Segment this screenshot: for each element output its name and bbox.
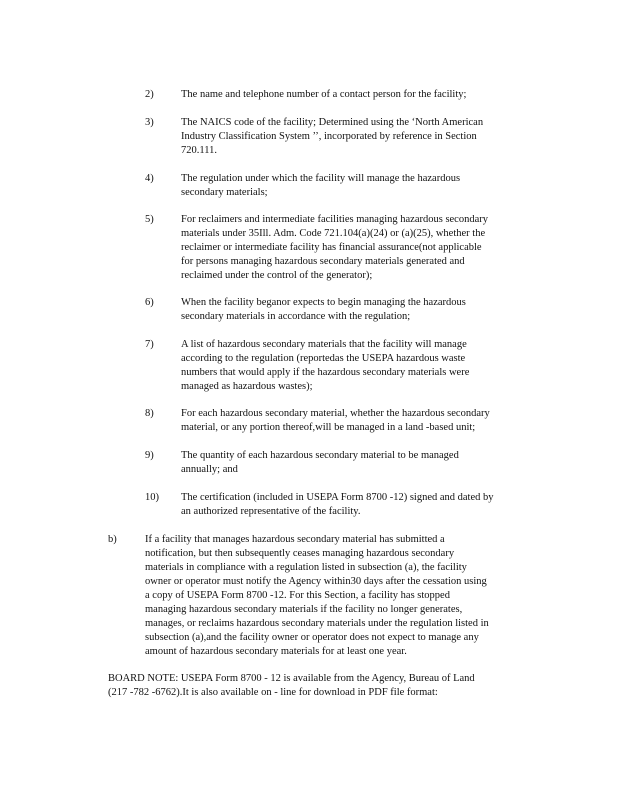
item-number: 5) — [145, 214, 154, 225]
item-number: 10) — [145, 492, 159, 503]
section-b-label: b) — [108, 534, 117, 545]
item-number: 7) — [145, 339, 154, 350]
item-text: The NAICS code of the facility; Determined using the ‘North American Industry Classification System ’’, incorporated by reference in Section 720.111. — [181, 117, 484, 156]
item-text: When the facility beganor expects to begin managing the hazardous secondary materials in accordance with the regulation; — [181, 297, 466, 322]
board-note-text: BOARD NOTE: USEPA Form 8700 - 12 is available from the Agency, Bureau of Land (217 -782 -6762).It is also available on - line for download in PDF file format: — [108, 673, 475, 698]
item-text: For reclaimers and intermediate facilities managing hazardous secondary materials under 35Ill. Adm. Code 721.104(a)(24) or (a)(25), whether the reclaimer or intermediate facility has financial assurance(not applicable for persons managing hazardous secondary materials generated and reclaimed under the control of the generator); — [181, 214, 489, 281]
item-text: The name and telephone number of a contact person for the facility; — [181, 89, 467, 100]
item-number: 9) — [145, 450, 154, 461]
item-text: For each hazardous secondary material, whether the hazardous secondary material, or any portion thereof,will be managed in a land -based unit; — [181, 408, 490, 433]
item-text: The regulation under which the facility will manage the hazardous secondary materials; — [181, 173, 461, 198]
item-number: 4) — [145, 173, 154, 184]
item-number: 6) — [145, 297, 154, 308]
item-text: A list of hazardous secondary materials that the facility will manage according to the regulation (reportedas the USEPA hazardous waste numbers that would apply if the hazardous secondary materials were managed as hazardous wastes); — [181, 339, 470, 392]
item-text: The certification (included in USEPA Form 8700 -12) signed and dated by an authorized representative of the facility. — [181, 492, 494, 517]
item-text: The quantity of each hazardous secondary material to be managed annually; and — [181, 450, 459, 475]
item-number: 3) — [145, 117, 154, 128]
item-number: 2) — [145, 89, 154, 100]
item-number: 8) — [145, 408, 154, 419]
section-b-text: If a facility that manages hazardous secondary material has submitted a notification, but then subsequently ceases managing hazardous secondary materials in compliance with a regulation listed in subsection (a), the facility owner or operator must notify the Agency within30 days after the cessation using a copy of USEPA Form 8700 -12. For this Section, a facility has stopped managing hazardous secondary materials if the facility no longer generates, manages, or reclaims hazardous secondary materials under the regulation listed in subsection (a),and the facility owner or operator does not expect to manage any amount of hazardous secondary materials for at least one year. — [145, 534, 489, 657]
